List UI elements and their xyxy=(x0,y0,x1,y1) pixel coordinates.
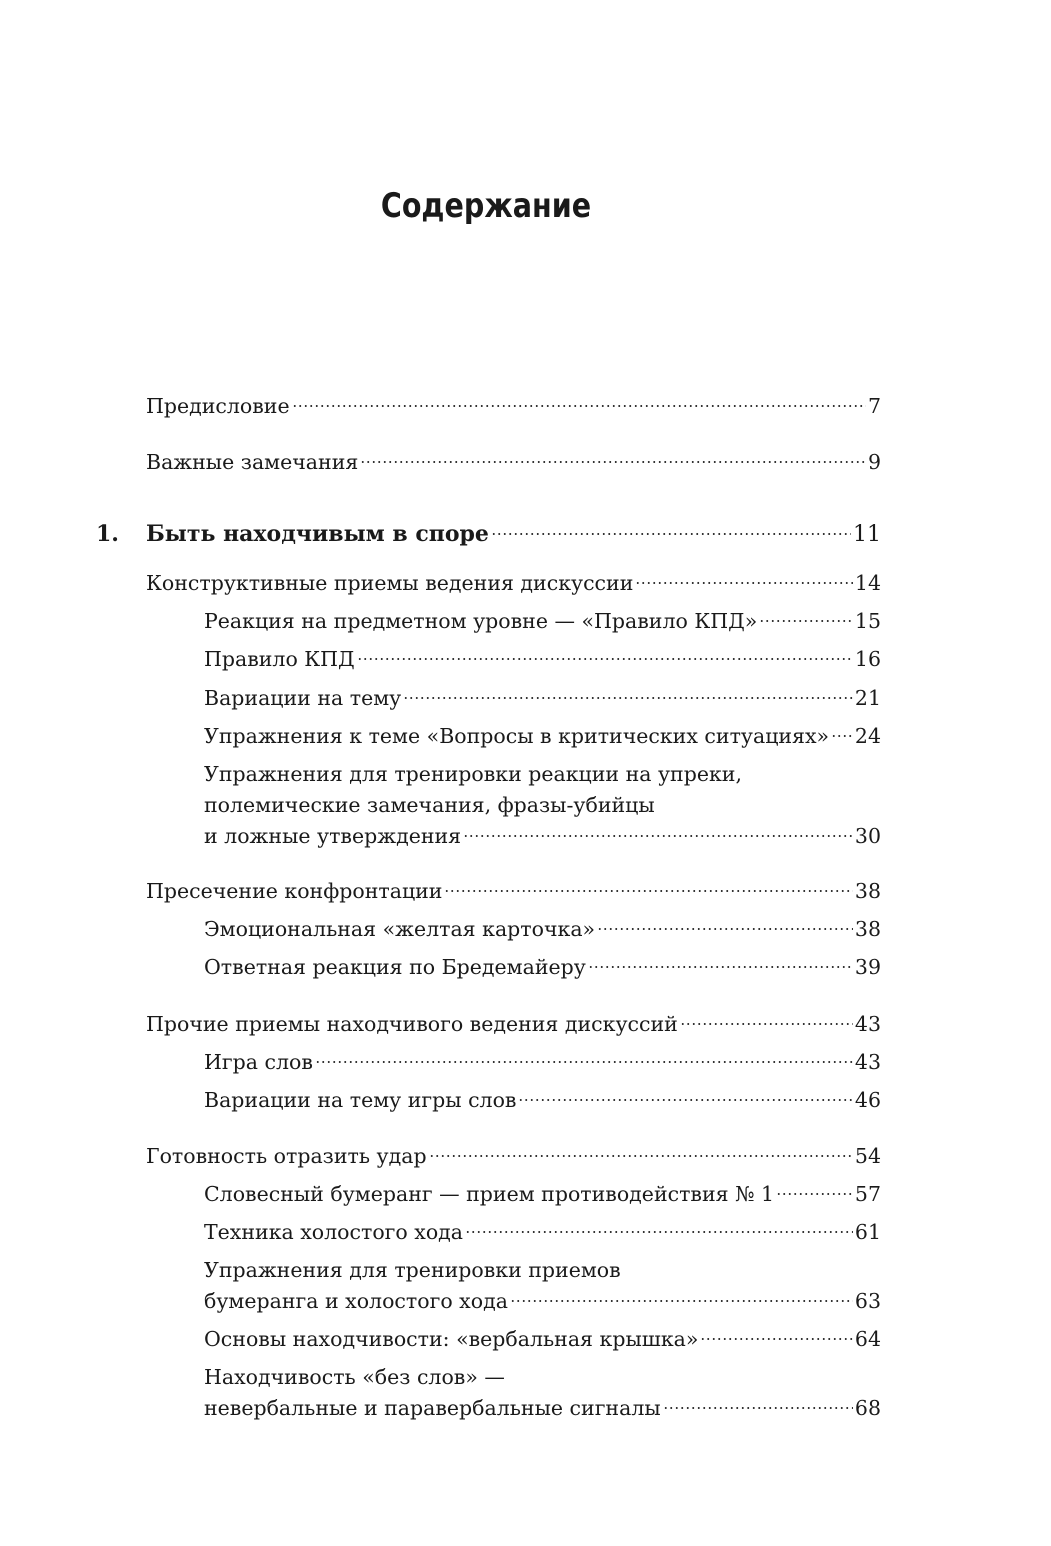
leader-dots xyxy=(403,695,853,701)
toc-page-number: 11 xyxy=(853,522,881,547)
leader-dots xyxy=(360,459,866,465)
toc-entry-title-line: полемические замечания, фразы-убийцы xyxy=(204,793,655,817)
toc-page-number: 46 xyxy=(854,1088,881,1112)
leader-dots xyxy=(429,1153,853,1159)
toc-page-number: 30 xyxy=(854,824,881,848)
toc-entry-title: Правило КПД xyxy=(204,647,355,671)
toc-entry-subsection[interactable] xyxy=(204,1047,881,1078)
chapter-number: 1. xyxy=(96,521,119,547)
toc-page-number: 38 xyxy=(854,879,881,903)
leader-dots xyxy=(292,403,866,409)
leader-dots xyxy=(663,1405,853,1411)
toc-entry-title: Вариации на тему игры слов xyxy=(204,1088,517,1112)
toc-entry-subsection[interactable] xyxy=(204,759,881,852)
leader-dots xyxy=(831,733,853,739)
toc-entry-section[interactable] xyxy=(146,568,881,599)
toc-entry-title: Пресечение конфронтации xyxy=(146,879,443,903)
toc-entry-title: Конструктивные приемы ведения дискуссии xyxy=(146,571,634,595)
toc-entry-subsection[interactable] xyxy=(204,952,881,983)
toc-entry-title: Основы находчивости: «вербальная крышка» xyxy=(204,1327,699,1351)
toc-entry-title: Вариации на тему xyxy=(204,686,402,710)
leader-dots xyxy=(510,1298,853,1304)
leader-dots xyxy=(680,1021,853,1027)
toc-page-number: 7 xyxy=(867,394,881,418)
toc-page-number: 24 xyxy=(854,724,881,748)
leader-dots xyxy=(465,1229,853,1235)
toc-entry-title: Важные замечания xyxy=(146,450,359,474)
toc-entry-subsection[interactable] xyxy=(204,1085,881,1116)
leader-dots xyxy=(357,656,853,662)
toc-entry-title: Прочие приемы находчивого ведения дискуссий xyxy=(146,1012,678,1036)
toc-entry-subsection[interactable] xyxy=(204,1179,881,1210)
toc-entry-title: Упражнения к теме «Вопросы в критических ситуациях» xyxy=(204,724,830,748)
toc-page-number: 57 xyxy=(854,1182,881,1206)
toc-page-number: 21 xyxy=(854,686,881,710)
toc-entry-title: Игра слов xyxy=(204,1050,313,1074)
toc-entry-subsection[interactable] xyxy=(204,721,881,752)
toc-page-number: 15 xyxy=(854,609,881,633)
leader-dots xyxy=(597,926,853,932)
toc-page-number: 9 xyxy=(867,450,881,474)
leader-dots xyxy=(491,531,851,537)
toc-chapter-title: Быть находчивым в споре xyxy=(146,521,489,547)
toc-entry-section[interactable] xyxy=(146,1141,881,1172)
toc-entry-title-line: Упражнения для тренировки реакции на упреки, xyxy=(204,762,742,786)
toc-entry-section[interactable] xyxy=(146,876,881,907)
toc-entry-subsection[interactable] xyxy=(204,606,881,637)
toc-entry-title-line: Находчивость «без слов» — xyxy=(204,1365,505,1389)
leader-dots xyxy=(518,1097,852,1103)
toc-page-number: 14 xyxy=(854,571,881,595)
leader-dots xyxy=(315,1059,853,1065)
toc-entry-title: Техника холостого хода xyxy=(204,1220,464,1244)
toc-page-number: 38 xyxy=(854,917,881,941)
toc-entry-title: Предисловие xyxy=(146,394,290,418)
leader-dots xyxy=(776,1191,853,1197)
page-title: Содержание xyxy=(380,186,592,226)
toc-page-number: 43 xyxy=(854,1012,881,1036)
toc-entry-title: Реакция на предметном уровне — «Правило КПД» xyxy=(204,609,758,633)
toc-page-number: 68 xyxy=(854,1396,881,1420)
toc-page-number: 61 xyxy=(854,1220,881,1244)
toc-entry-title: бумеранга и холостого хода xyxy=(204,1289,508,1313)
leader-dots xyxy=(463,833,853,839)
toc-entry-title: Ответная реакция по Бредемайеру xyxy=(204,955,586,979)
toc-entry-subsection[interactable] xyxy=(204,1217,881,1248)
leader-dots xyxy=(588,964,853,970)
toc-entry-title: Готовность отразить удар xyxy=(146,1144,427,1168)
toc-entry-subsection[interactable] xyxy=(204,644,881,675)
toc-entry-subsection[interactable] xyxy=(204,914,881,945)
toc-chapter-1[interactable] xyxy=(146,519,881,550)
leader-dots xyxy=(635,580,853,586)
toc-page-number: 16 xyxy=(854,647,881,671)
toc-entry-title-line: Упражнения для тренировки приемов xyxy=(204,1258,621,1282)
toc-page-number: 54 xyxy=(854,1144,881,1168)
leader-dots xyxy=(444,888,852,894)
toc-entry-section[interactable] xyxy=(146,1009,881,1040)
leader-dots xyxy=(700,1336,853,1342)
toc-entry-title: Эмоциональная «желтая карточка» xyxy=(204,917,596,941)
leader-dots xyxy=(759,618,853,624)
toc-page-number: 63 xyxy=(854,1289,881,1313)
toc-page-number: 43 xyxy=(854,1050,881,1074)
toc-entry-subsection[interactable] xyxy=(204,1324,881,1355)
toc-entry-title: Словесный бумеранг — прием противодействия № 1 xyxy=(204,1182,775,1206)
toc-entry-title: и ложные утверждения xyxy=(204,824,462,848)
toc-page-number: 64 xyxy=(854,1327,881,1351)
toc-entry-notes[interactable] xyxy=(146,447,881,478)
toc-entry-foreword[interactable] xyxy=(146,391,881,422)
toc-entry-subsection[interactable] xyxy=(204,683,881,714)
toc-entry-subsection[interactable] xyxy=(204,1362,881,1424)
toc-entry-subsection[interactable] xyxy=(204,1255,881,1317)
toc-page-number: 39 xyxy=(854,955,881,979)
toc-entry-title: невербальные и паравербальные сигналы xyxy=(204,1396,661,1420)
